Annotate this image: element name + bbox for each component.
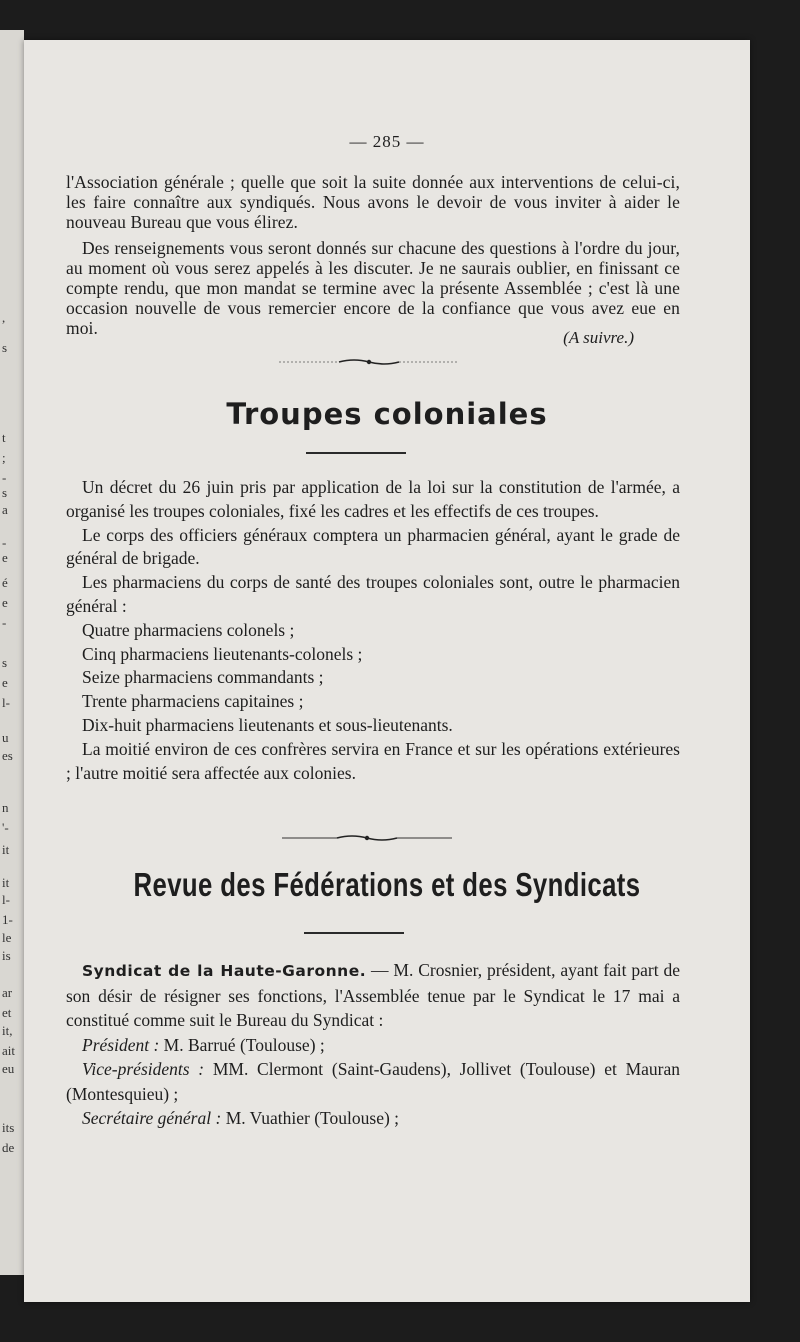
margin-fragment: n	[2, 800, 9, 815]
margin-fragment: its	[2, 1120, 15, 1135]
ornament-divider	[279, 358, 459, 366]
margin-fragment: es	[2, 748, 13, 763]
pharmacist-list-item: Dix-huit pharmaciens lieutenants et sous-lieutenants.	[82, 714, 453, 735]
margin-fragment: -	[2, 535, 7, 550]
margin-fragment: ar	[2, 985, 13, 1000]
bureau-role-line	[66, 1057, 680, 1106]
title-underline	[304, 932, 404, 934]
book-page	[24, 40, 750, 1302]
margin-fragment: s	[2, 485, 8, 500]
margin-fragment: it	[2, 875, 10, 890]
to-be-continued: (A suivre.)	[563, 328, 634, 347]
margin-fragment: e	[2, 550, 8, 565]
margin-fragment: ait	[2, 1043, 15, 1058]
troupes-body	[66, 476, 680, 785]
bureau-role-line	[66, 1033, 680, 1058]
margin-fragment: le	[2, 930, 12, 945]
troupes-paragraph: Les pharmaciens du corps de santé des troupes coloniales sont, outre le pharmacien général :	[66, 572, 680, 616]
ornament-divider	[282, 834, 452, 842]
pharmacist-list-item: Quatre pharmaciens colonels ;	[82, 619, 295, 640]
section-title-troupes: Troupes coloniales	[226, 397, 548, 431]
margin-fragment: -	[2, 470, 7, 485]
troupes-paragraph: Un décret du 26 juin pris par application de la loi sur la constitution de l'armée, a organisé les troupes coloniales, fixé les cadres et les effectifs de ces troupes.	[66, 477, 680, 521]
margin-fragment: ;	[2, 450, 6, 465]
role-label: Secrétaire général :	[82, 1108, 222, 1128]
role-label: Président :	[82, 1034, 160, 1055]
margin-fragment: s	[2, 655, 8, 670]
margin-fragment: 1-	[2, 912, 13, 927]
margin-fragment: et	[2, 1005, 12, 1020]
title-underline	[306, 452, 406, 454]
margin-fragment: '-	[2, 820, 9, 835]
margin-fragment: a	[2, 502, 8, 517]
margin-fragment: é	[2, 575, 8, 590]
troupes-paragraph: Le corps des officiers généraux comptera un pharmacien général, ayant le grade de général de brigade.	[66, 524, 680, 569]
margin-fragment: u	[2, 730, 9, 745]
role-names: MM. Clermont (Saint-Gaudens), Jollivet (Toulouse) et Mauran (Montesquieu) ;	[66, 1059, 680, 1104]
margin-fragment: -	[2, 615, 7, 630]
margin-fragment: l-	[2, 695, 10, 710]
intro-paragraph-2: Des renseignements vous seront donnés sur chacune des questions à l'ordre du jour, au moment où vous serez appelés à les discuter. Je ne saurais oublier, en finissant ce compte rendu, que mon mandat se termine avec la présente Assemblée ; c'est là une occasion nouvelle de vous remercier encore de la confiance que vous avez eue en moi.	[66, 238, 680, 338]
margin-fragment: it	[2, 842, 10, 857]
margin-fragment: l-	[2, 892, 10, 907]
margin-fragment: eu	[2, 1061, 15, 1076]
margin-fragment: t	[2, 430, 6, 445]
role-names: M. Barrué (Toulouse) ;	[159, 1034, 325, 1055]
syndicat-text: — M. Crosnier, président, ayant fait part de son désir de résigner ses fonctions, l'Assemblée tenue par le Syndicat le 17 mai a constitué comme suit le Bureau du Syndicat :	[66, 960, 680, 1030]
role-label: Vice-présidents :	[82, 1059, 205, 1079]
left-facing-page-edge	[0, 30, 24, 1275]
role-names: M. Vuathier (Toulouse) ;	[221, 1108, 400, 1128]
margin-fragment: ,	[2, 310, 6, 325]
troupes-closing: La moitié environ de ces confrères servira en France et sur les opérations extérieures ; l'autre moitié sera affectée aux colonies.	[66, 738, 680, 783]
intro-paragraph-1: l'Association générale ; quelle que soit la suite donnée aux interventions de celui-ci, les faire connaître aux syndiqués. Nous avons le devoir de vous inviter à aider le nouveau Bureau que vous élirez.	[66, 172, 680, 232]
syndicat-heading: Syndicat de la Haute-Garonne.	[82, 962, 367, 980]
margin-fragment: de	[2, 1140, 15, 1155]
syndicat-paragraph	[66, 958, 680, 1033]
pharmacist-list-item: Seize pharmaciens commandants ;	[82, 667, 324, 688]
margin-fragment: e	[2, 595, 8, 610]
section-title-revue: Revue des Fédérations et des Syndicats	[133, 866, 641, 903]
margin-fragment: s	[2, 340, 8, 355]
revue-body	[66, 958, 680, 1131]
page-number: — 285 —	[349, 132, 425, 151]
margin-fragment: it,	[2, 1023, 13, 1038]
margin-fragment: e	[2, 675, 8, 690]
bureau-role-line	[66, 1106, 680, 1131]
pharmacist-list-item: Cinq pharmaciens lieutenants-colonels ;	[82, 643, 363, 664]
margin-fragment: is	[2, 948, 11, 963]
pharmacist-list-item: Trente pharmaciens capitaines ;	[82, 691, 304, 712]
